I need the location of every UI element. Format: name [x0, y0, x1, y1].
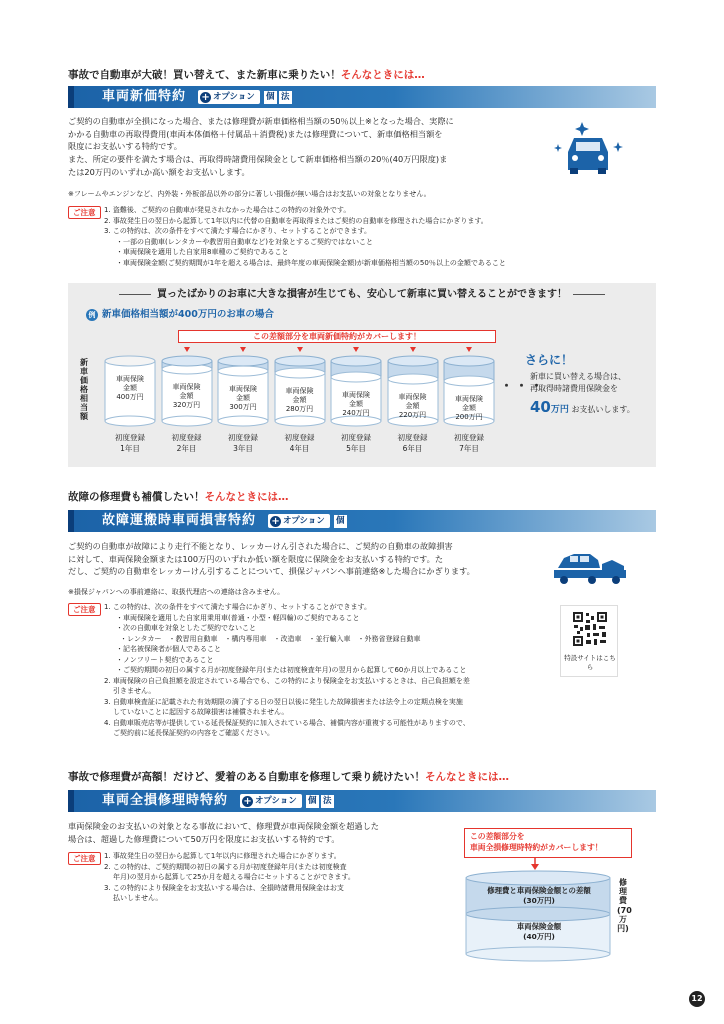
panel-title: 買ったばかりのお車に大きな損害が生じても、安心して新車に買い替えることができます！	[68, 287, 656, 302]
section3-caution-list	[104, 851, 355, 904]
repair-cost-cylinder	[462, 868, 614, 962]
section1-lead: 事故で自動車が大破！買い替えて、また新車に乗りたい！そんなときには…	[68, 69, 425, 81]
section2-footnote: ※損保ジャパンへの事前連絡に、取扱代理店への連絡は含みません。	[68, 588, 285, 596]
example-text: 新車価格相当額が400万円のお車の場合	[102, 309, 274, 320]
list-item: 年月)の翌月から起算して25か月を超える場合にセットすることができます。	[113, 873, 355, 881]
list-item: 4. 自動車販売店等が提供している延長保証契約に加入されている場合、補償内容が重複する可能性がありますので、	[104, 718, 470, 727]
cylinder-amount: 280万円	[285, 404, 314, 413]
plus-icon: +	[243, 795, 252, 807]
cover-arrow-icon	[410, 347, 416, 352]
caution-label: ご注意	[68, 206, 101, 219]
tow-truck-icon	[552, 544, 628, 586]
cylinder-amount: 220万円	[398, 410, 427, 419]
insurance-cylinder	[387, 355, 439, 425]
list-item: 2. 事故発生日の翌日から起算して1年以内に代替の自動車を再取得またはご契約の自動車を修理された場合にかぎります。	[104, 216, 488, 225]
list-item: ・ご契約期間の初日の属する月が初度登録年月(または初度検査年月)の翌月から起算して60か月以上であること	[116, 666, 467, 674]
registration-year: 初度登録 3年目	[228, 433, 258, 453]
ellipsis: ・・・	[500, 379, 546, 394]
caution-label: ご注意	[68, 603, 101, 616]
list-item: 3. この特約により保険金をお支払いする場合は、全損時諸費用保険金はお支	[104, 883, 344, 892]
cylinder-amount: 200万円	[455, 412, 483, 421]
repair-cost-label: 修理費(70万円)	[617, 878, 632, 933]
section2-title-band	[68, 510, 656, 532]
cover-note-2: この差額部分を 車両全損修理時特約がカバーします！	[464, 828, 632, 858]
section2-body: ご契約の自動車が故障により走行不能となり、レッカーけん引された場合に、ご契約の自動車の故障損害 に対して、車両保険金額または100万円のいずれか低い額を限度に保険金をお支払いする特約です。た だし、ご契約の自動車をレッカーけん引することについて、損保ジャパンへ事前連絡※した場合にかぎります。	[68, 541, 475, 577]
list-item: 払いしません。	[113, 894, 163, 902]
insurance-cylinder	[443, 355, 495, 425]
insurance-cylinder	[274, 355, 326, 425]
list-item: ・車両保険金額(ご契約期間が1年を超える場合は、最終年度の車両保険金額)が新車価格相当額の50％以上の金額であること	[116, 258, 506, 267]
list-item: ・記名被保険者が個人であること	[116, 645, 221, 653]
section2-lead: 故障の修理費も補償したい！そんなときには…	[68, 491, 289, 503]
option-badge: + オプション	[268, 514, 330, 529]
insurance-cylinder	[161, 355, 213, 425]
cylinder-amount: 240万円	[342, 408, 370, 417]
qr-code-icon	[572, 611, 608, 647]
sarani-label: さらに！	[525, 353, 574, 367]
cylinder-label: 車両保険 金額 220万円	[387, 393, 439, 419]
list-item: 3. この特約は、次の条件をすべて満たす場合にかぎり、セットすることができます。	[104, 227, 371, 235]
cylinder-label: 車両保険 金額 240万円	[330, 391, 382, 417]
list-item: ・一部の自動車(レンタカーや教習用自動車など)を対象とするご契約ではないこと	[116, 237, 374, 246]
list-item: 2. この特約は、ご契約期間の初日の属する月が初度登録年月(または初度検査	[104, 862, 347, 871]
list-item: 1. 盗難後、ご契約の自動車が発見されなかった場合はこの特約の対象外です。	[104, 206, 351, 214]
section1-body: ご契約の自動車が全損になった場合、または修理費が新車価格相当額の50％以上※となった場合、実際に かかる自動車の再取得費用(車両本体価格＋付属品＋消費税)または修理費について、新車価格相当額を 限度にお支払いする特約です。 また、所定の要件を満たす場合は、再取得時諸費用保険金として新車価格相当額の20％(40万円限度)ま たは20万円のいずれか高い額をお支払いします。	[68, 116, 454, 177]
cylinder-label: 車両保険 金額 280万円	[274, 387, 326, 413]
option-badge: + オプション	[240, 794, 302, 809]
cylinder-amount: 400万円	[116, 392, 144, 401]
list-item: ・レンタカー ・教習用自動車 ・構内専用車 ・改造車 ・並行輸入車 ・外務省登録自動車	[120, 634, 421, 643]
qr-label: 特設サイトはこちら	[564, 653, 616, 672]
tag-individual: 個	[334, 515, 347, 528]
tag-individual: 個	[264, 91, 277, 104]
diff-label: 修理費と車両保険金額との差額 (30万円)	[487, 886, 591, 905]
registration-year: 初度登録 7年目	[454, 433, 484, 453]
tag-corporate: 法	[279, 91, 292, 104]
section3-lead: 事故で修理費が高額！だけど、愛着のある自動車を修理して乗り続けたい！そんなときには…	[68, 771, 509, 783]
registration-year: 初度登録 2年目	[171, 433, 202, 453]
list-item: ・車両保険を適用した自家用8車種のご契約であること	[116, 248, 289, 256]
section1-title: 車両新価特約	[102, 89, 187, 105]
example-row	[86, 308, 274, 322]
registration-year: 初度登録 1年目	[115, 433, 145, 453]
list-item: 3. 自動車検査証に記載された有効期限の満了する日の翌日以後に発生した故障損害または法令上の定期点検を実施	[104, 697, 463, 706]
page-number: 12	[689, 991, 705, 1007]
section2-caution-list	[104, 602, 470, 739]
example-badge: 例	[86, 309, 98, 321]
list-item: 2. 車両保険の自己負担額を設定されている場合でも、この特約により保険金をお支払いするときは、自己負担額を差	[104, 676, 470, 685]
qr-code-link[interactable]	[560, 605, 618, 677]
cover-arrow-icon	[184, 347, 190, 352]
cylinder-label: 車両保険 金額 400万円	[104, 375, 156, 401]
new-buy-note: 新車に買い替える場合は、 再取得時諸費用保険金を 40万円 お支払いします。	[530, 372, 635, 416]
tag-individual: 個	[306, 795, 319, 808]
plus-icon: +	[201, 91, 210, 103]
list-item: ・ノンフリート契約であること	[116, 655, 214, 664]
option-badge: + オプション	[198, 90, 260, 105]
section3-body: 車両保険金のお支払いの対象となる事故において、修理費が車両保険金額を超過した 場合は、超過した修理費について50万円を限度にお支払いする特約です。	[68, 821, 379, 844]
cover-arrow-icon	[240, 347, 246, 352]
registration-year: 初度登録 5年目	[341, 433, 371, 453]
cylinder-label: 車両保険 金額 300万円	[217, 385, 269, 411]
section1-footnote: ※フレームやエンジンなど、内外装・外板部品以外の部分に著しい損傷が無い場合はお支払いの対象となりません。	[68, 190, 431, 198]
section3-title-band	[68, 790, 656, 812]
insurance-cylinder	[104, 355, 156, 425]
list-item: していないことに起因する故障損害は補償されません。	[113, 708, 289, 716]
example-panel	[68, 283, 656, 467]
insurance-amount-label: 車両保険金額 (40万円)	[516, 922, 562, 941]
cover-arrow-icon	[353, 347, 359, 352]
caution-label: ご注意	[68, 852, 101, 865]
cylinder-label: 車両保険 金額 320万円	[161, 383, 213, 409]
cylinder-amount: 320万円	[172, 400, 201, 409]
tag-corporate: 法	[321, 795, 334, 808]
list-item: 1. 事故発生日の翌日から起算して1年以内に修理された場合にかぎります。	[104, 852, 341, 860]
list-item: 引きません。	[113, 687, 156, 695]
list-item: ・車両保険を適用した自家用乗用車(普通・小型・軽四輪)のご契約であること	[116, 613, 360, 622]
section1-title-band	[68, 86, 656, 108]
cover-arrow-icon	[297, 347, 303, 352]
list-item: ご契約前に延長保証契約の内容をご確認ください。	[113, 729, 274, 737]
plus-icon: +	[271, 515, 280, 527]
list-item: ・次の自動車を対象としたご契約でないこと	[116, 624, 256, 632]
section2-title: 故障運搬時車両損害特約	[102, 513, 257, 529]
section1-caution-list	[104, 205, 506, 268]
cylinder-amount: 300万円	[229, 402, 257, 411]
list-item: 1. この特約は、次の条件をすべて満たす場合にかぎり、セットすることができます。	[104, 603, 371, 611]
section3-title: 車両全損修理時特約	[102, 793, 229, 809]
cover-arrow-icon	[466, 347, 472, 352]
cylinder-label: 車両保険 金額 200万円	[443, 395, 495, 421]
insurance-cylinder	[217, 355, 269, 425]
car-sparkle-icon	[548, 118, 628, 180]
registration-year: 初度登録 4年目	[284, 433, 315, 453]
cover-note: この差額部分を車両新価特約がカバーします！	[178, 330, 496, 343]
registration-year: 初度登録 6年目	[397, 433, 428, 453]
insurance-cylinder	[330, 355, 382, 425]
vertical-label: 新車価格相当額	[80, 358, 88, 421]
